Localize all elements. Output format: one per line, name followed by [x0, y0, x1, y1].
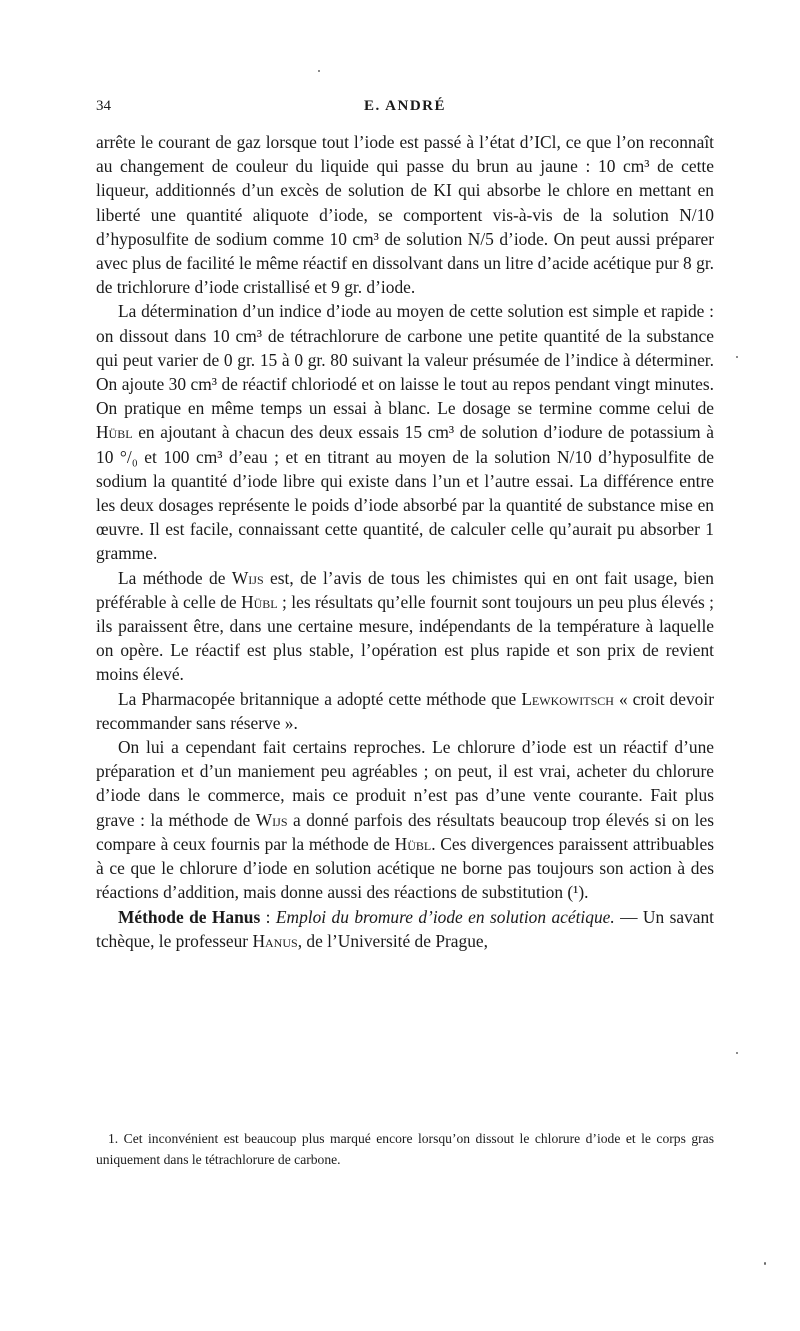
paragraph-3: [96, 566, 714, 687]
paragraph-2-part-b: en ajoutant à chacun des deux essais 15 cm³ de solution d’iodure de potassium à 10 °/₀ et 100 cm³ d’eau ; et en titrant au moyen de la solution N/10 d’hyposulfite de sodium la quantité d’iode libre qui existe dans l’un et l’autre essai. La différence entre les deux dosages représente le poids d’iode absorbé par la quantité de substance mise en œuvre. Il est facile, connaissant cette quantité, de calculer celle qu’aurait pu absorber 1 gramme.: [96, 422, 714, 564]
paragraph-3-part-c: ; les résultats qu’elle fournit sont toujours un peu plus élevés ; ils paraissent être, dans une certaine mesure, indépendants de la température à laquelle on opère. Le réactif est plus stable, l’opération est plus rapide et son prix de revient moins élevé.: [96, 591, 714, 685]
body-text: [96, 130, 714, 953]
author-name-hanus: Hanus: [252, 930, 298, 951]
page-header: [96, 98, 714, 122]
footnotes: [96, 1128, 714, 1170]
paragraph-2-part-a: La détermination d’un indice d’iode au moyen de cette solution est simple et rapide : on dissout dans 10 cm³ de tétrachlorure de carbone une petite quantité de la substance qui peut varier de 0 gr. 15 à 0 gr. 80 suivant la valeur présumée de l’indice à déterminer. On ajoute 30 cm³ de réactif chloriodé et on laisse le tout au repos pendant vingt minutes. On pratique en même temps un essai à blanc. Le dosage se termine comme celui de: [96, 301, 714, 419]
footnote-1: 1. Cet inconvénient est beaucoup plus marqué encore lorsqu’on dissout le chlorure d’iode et le corps gras uniquement dans le tétrachlorure de carbone.: [96, 1131, 714, 1167]
print-speck: [318, 70, 320, 72]
print-speck: [764, 1262, 766, 1265]
author-name-wijs: Wijs: [231, 567, 264, 588]
paragraph-3-part-a: La méthode de: [118, 567, 232, 588]
paragraph-4: [96, 687, 714, 735]
paragraph-5-part-b: a donné parfois des résultats beaucoup trop élevés si on les compare à ceux fournis par la méthode de: [96, 809, 714, 854]
paragraph-5-part-a: On lui a cependant fait certains reproches. Le chlorure d’iode est un réactif d’une préparation et d’un maniement peu agréables ; on peut, il est vrai, acheter du chlorure d’iode dans le commerce, mais ce produit n’est pas d’une vente courante. Fait plus grave : la méthode de: [96, 737, 714, 830]
author-name-hubl: Hübl: [96, 422, 133, 443]
author-name-hubl: Hübl: [241, 591, 278, 612]
heading-colon: :: [260, 906, 276, 927]
paragraph-5: [96, 735, 714, 904]
paragraph-6-part-a: — Un savant tchèque, le professeur: [96, 906, 715, 951]
print-speck: [736, 356, 738, 358]
paragraph-3-part-b: est, de l’avis de tous les chimistes qui en ont fait usage, bien préférable à celle de: [96, 567, 714, 612]
paragraph-4-part-a: La Pharmacopée britannique a adopté cette méthode que: [118, 688, 522, 709]
paragraph-4-part-b: « croit devoir recommander sans réserve ».: [96, 688, 714, 733]
section-subtitle: Emploi du bromure d’iode en solution acétique.: [275, 906, 615, 927]
author-name-wijs: Wijs: [255, 809, 288, 830]
paragraph-6-part-b: , de l’Université de Prague,: [297, 930, 488, 951]
section-heading-hanus: Méthode de Hanus: [118, 906, 261, 927]
print-speck: [736, 1052, 738, 1054]
page-number: 34: [96, 98, 111, 114]
author-name-lewkowitsch: Lewkowitsch: [521, 688, 614, 709]
paragraph-5-part-c: . Ces divergences paraissent attribuables à ce que le chlorure d’iode en solution acétique ne borne pas toujours son action à des réactions d’addition, mais donne aussi des réactions de substitution (¹).: [96, 833, 714, 903]
paragraph-2: [96, 299, 714, 565]
paragraph-6: [96, 905, 714, 953]
paragraph-1: arrête le courant de gaz lorsque tout l’iode est passé à l’état d’ICl, ce que l’on reconnaît au changement de couleur du liquide qui passe du brun au jaune : 10 cm³ de cette liqueur, additionnés d’un excès de solution de KI qui absorbe le chlore en mettant en liberté une quantité aliquote d’iode, se comportent vis-à-vis de la solution N/10 d’hyposulfite de sodium comme 10 cm³ de solution N/5 d’iode. On peut aussi préparer avec plus de facilité le même réactif en dissolvant dans un litre d’acide acétique pur 8 gr. de trichlorure d’iode cristallisé et 9 gr. d’iode.: [96, 132, 714, 298]
running-head: E. ANDRÉ: [363, 98, 446, 114]
author-name-hubl: Hübl: [394, 833, 432, 854]
